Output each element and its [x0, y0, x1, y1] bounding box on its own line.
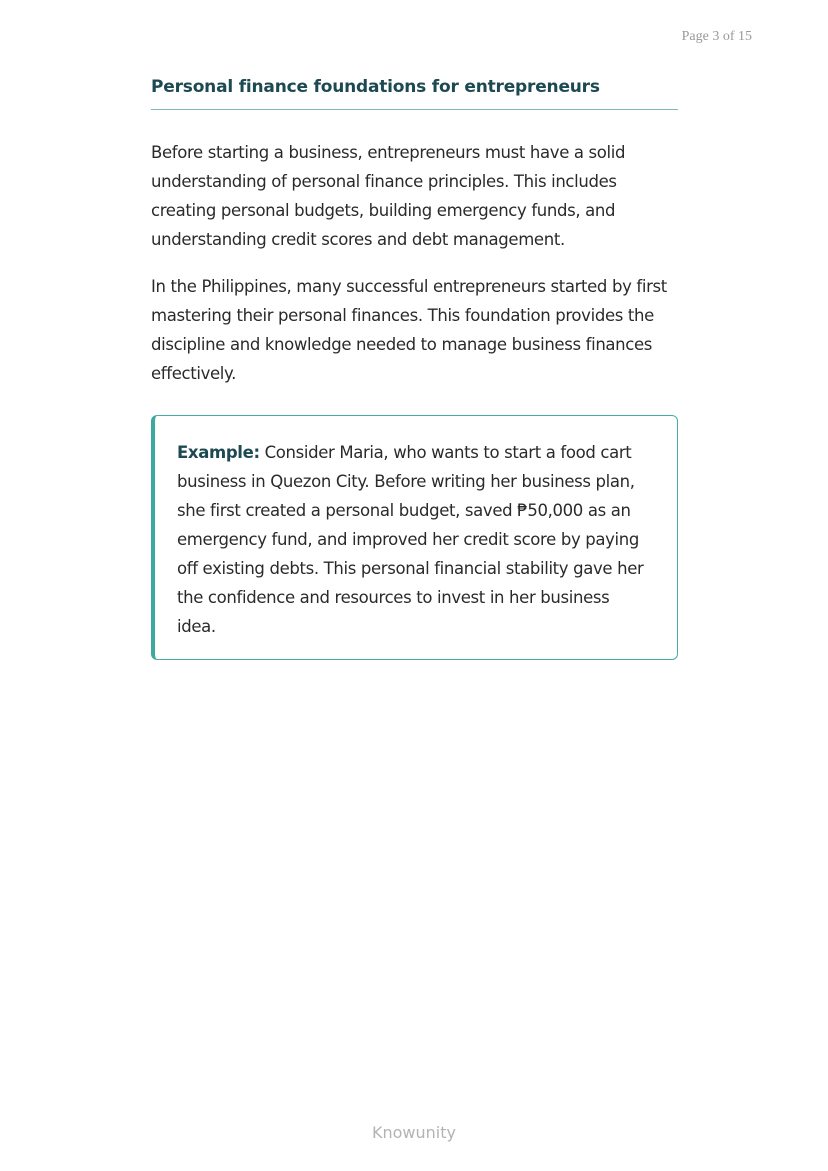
- section-title: Personal finance foundations for entrepreneurs: [151, 77, 678, 110]
- example-text: [177, 438, 653, 641]
- paragraph-intro: Before starting a business, entrepreneurs must have a solid understanding of personal finance principles. This includes creating personal budgets, building emergency funds, and understanding credit scores and debt management.: [151, 143, 626, 249]
- page-indicator: Page 3 of 15: [681, 29, 752, 44]
- page-content: [151, 77, 678, 660]
- example-body: Consider Maria, who wants to start a food cart business in Quezon City. Before writing her business plan, she first created a personal budget, saved ₱50,000 as an emergency fund, and improved her credit score by paying off existing debts. This personal financial stability gave her the confidence and resources to invest in her business idea.: [177, 443, 644, 636]
- paragraph-philippines: In the Philippines, many successful entrepreneurs started by first mastering their personal finances. This foundation provides the discipline and knowledge needed to manage business finances effectively.: [151, 277, 667, 383]
- example-label: Example:: [177, 443, 260, 462]
- footer-brand: Knowunity: [372, 1123, 456, 1142]
- example-callout: [151, 415, 678, 660]
